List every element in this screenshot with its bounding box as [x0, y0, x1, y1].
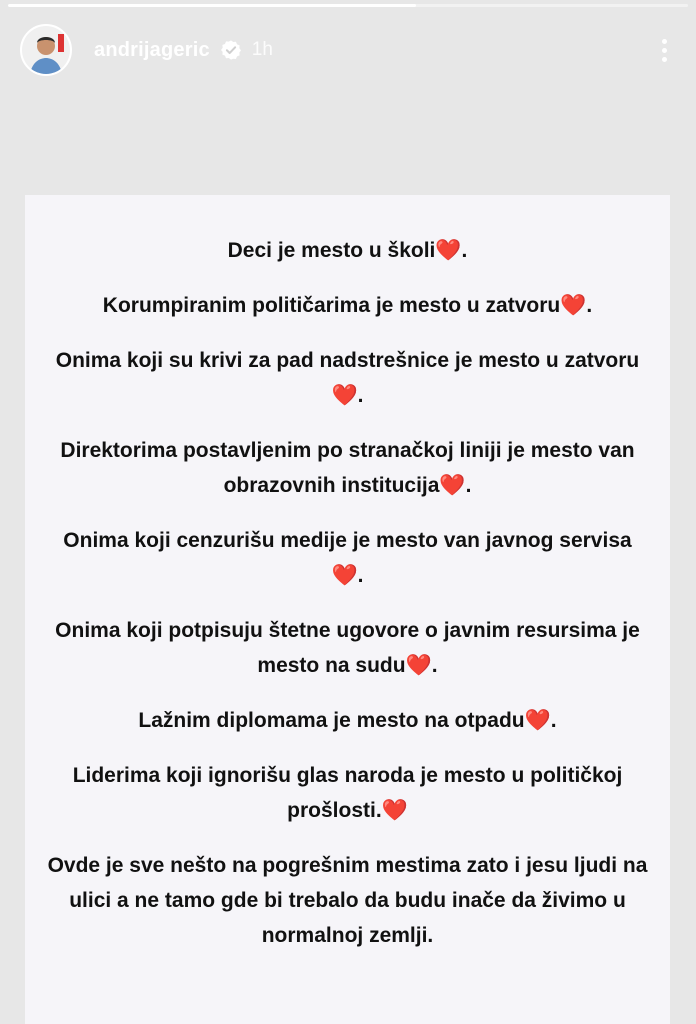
paragraph: Onima koji potpisuju štetne ugovore o javnim resursima je mesto na sudu❤️. — [55, 619, 640, 677]
username[interactable]: andrijageric — [94, 38, 210, 61]
heart-icon: ❤️ — [381, 799, 408, 822]
paragraph: Direktorima postavljenim po stranačkoj liniji je mesto van obrazovnih institucija❤️. — [60, 439, 635, 497]
paragraph: Deci je mesto u školi❤️. — [227, 239, 468, 262]
more-options-button[interactable] — [652, 32, 676, 68]
paragraph: Ovde je sve nešto na pogrešnim mestima zato i jesu ljudi na ulici a ne tamo gde bi trebalo da budu inače da živimo u normalnoj zemlji. — [47, 854, 648, 947]
heart-icon: ❤️ — [331, 564, 358, 587]
heart-icon: ❤️ — [405, 654, 432, 677]
heart-icon: ❤️ — [524, 709, 551, 732]
heart-icon: ❤️ — [435, 239, 462, 262]
avatar[interactable] — [20, 24, 72, 76]
story-text — [25, 233, 670, 973]
story-header — [20, 22, 676, 78]
heart-icon: ❤️ — [560, 294, 587, 317]
paragraph: Onima koji cenzurišu medije je mesto van javnog servisa❤️. — [63, 529, 632, 587]
verified-badge-icon — [220, 39, 242, 61]
paragraph: Onima koji su krivi za pad nadstrešnice je mesto u zatvoru❤️. — [55, 349, 640, 407]
more-vertical-icon-dot — [662, 48, 667, 53]
story-text-card — [25, 195, 670, 1024]
heart-icon: ❤️ — [331, 384, 358, 407]
heart-icon: ❤️ — [439, 474, 466, 497]
avatar-image — [22, 26, 70, 74]
post-time: 1h — [251, 39, 273, 60]
story-progress-bar — [8, 4, 688, 7]
paragraph: Liderima koji ignorišu glas naroda je mesto u političkoj prošlosti.❤️ — [72, 764, 623, 822]
progress-segment — [8, 4, 688, 7]
paragraph: Lažnim diplomama je mesto na otpadu❤️. — [138, 709, 557, 732]
progress-fill — [8, 4, 416, 7]
paragraph: Korumpiranim političarima je mesto u zatvoru❤️. — [102, 294, 593, 317]
more-vertical-icon — [662, 39, 667, 44]
more-vertical-icon-dot — [662, 57, 667, 62]
